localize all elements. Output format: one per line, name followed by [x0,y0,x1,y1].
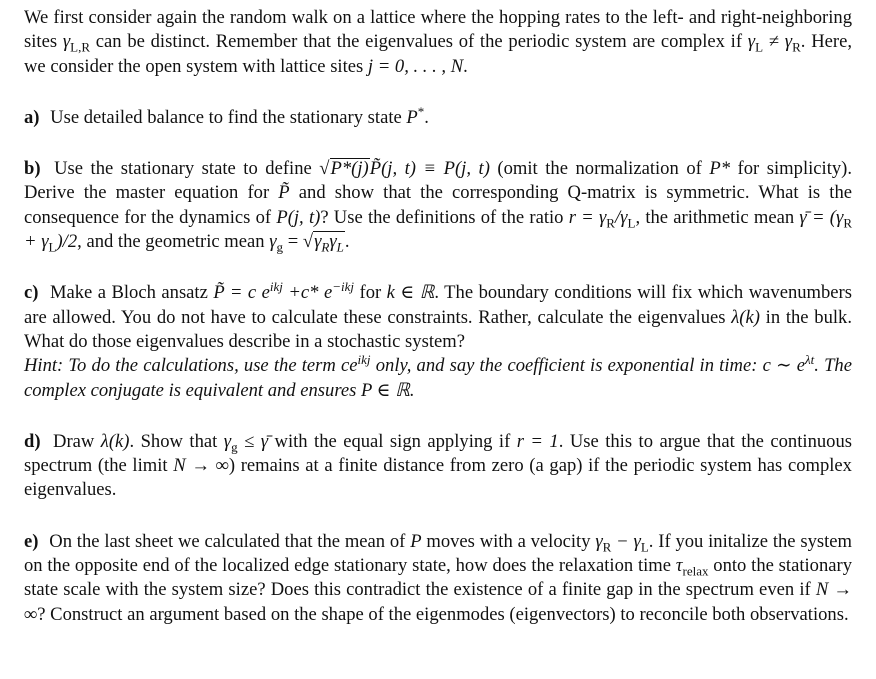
intro-text-1: We first consider again the random walk on a lattice where the hopping rates to the left- and right-neighboring sites [24,7,852,53]
ansatz-exp-1: ikj [269,279,283,295]
hint-text-4: . [409,379,415,401]
gamma-r-symbol: γ [784,31,793,53]
pstar-superscript: * [417,103,425,119]
pstar-math: P [406,106,418,128]
part-c-text-3: . The boundary conditions will fix which wavenumbers are allowed. You do not have to calculate these constraints. Rather, calculate the eigenvalues [24,282,852,328]
part-e-text-1: On the last sheet we calculated that the mean of [49,530,411,552]
gmean-sqrt-content [313,231,345,255]
part-e-text-3: . If you initalize the system on the opposite end of the localized edge stationary state, how does the relaxation time [24,530,853,577]
part-d-text-5: ) remains at a finite distance from zero (a gap) if the periodic system has complex eigenvalues. [24,455,852,501]
sqrt-symbol: √ [319,158,330,180]
ptilde-math: P̃ [278,182,290,204]
limit-math-e: N → ∞ [24,579,852,625]
part-a-text-1: Use detailed balance to find the stationary state [50,106,407,128]
limit-math-d: N → ∞ [173,455,229,477]
ratio-sub-r: R [606,215,615,231]
part-b-text-2: (omit the normalization of [489,158,710,180]
part-b-label: b) [24,158,41,180]
part-a-text-2: . [424,106,429,128]
part-b-text-3: for simplicity). Derive the master equation for [24,158,852,204]
part-c-text-1: Make a Bloch ansatz [49,282,214,304]
intro-text-4: . [463,55,468,77]
part-e-label: e) [24,530,39,552]
part-c-text-4: in the bulk. What do those eigenvalues describe in a stochastic system? [24,306,852,352]
intro-text-2: can be distinct. Remember that the eigenvalues of the periodic system are complex if [90,31,748,53]
part-b-text-7: , and the geometric mean [77,231,270,253]
hint-text-1: To do the calculations, use the term [63,355,342,377]
k-real-math: k ∈ ℝ [386,282,435,304]
problem-sheet [24,6,852,654]
hint-c-math: c ∼ e [762,355,805,377]
amean-sub-r: R [843,215,852,231]
p-math-e: P [410,530,422,552]
part-b-text-5: ? Use the definitions of the ratio [320,206,569,228]
velocity-sub-r: R [602,539,612,555]
ineq-gamma-g: γ [223,430,232,452]
amean-end: )/2 [56,231,78,253]
velocity-math: γ [595,530,603,552]
lattice-sites-math: j = 0, . . . , N [367,55,464,77]
part-c-label: c) [24,282,39,304]
part-b-text-4: and show that the corresponding Q-matrix is symmetric. What is the consequence for the dynamics of [24,182,852,228]
gamma-l-subscript: L [755,40,764,56]
hint [24,352,852,401]
part-d-text-1: Draw [53,430,101,452]
gamma-r-subscript: R [792,40,801,56]
part-c-text-2: for [354,282,387,304]
ansatz-part-1: P̃ = c e [213,282,270,304]
pjt-math: P(j, t) [276,206,321,228]
hint-c-exp: λt [805,352,815,368]
velocity-sub-l: L [640,539,649,555]
sqrt-symbol-2: √ [302,231,314,253]
sqrt-content: P*(j) [330,158,369,180]
ratio-sub-l: L [627,215,636,231]
part-e-text-5: ? Construct an argument based on the shape of the eigenmodes (eigenvectors) to reconcile both observations. [37,603,849,625]
gmean-sqrt-l: γ [329,231,337,253]
ratio-mid: /γ [614,206,628,228]
gamma-lr-symbol: γ [62,31,71,53]
tau-sub: relax [682,563,709,579]
part-c [24,281,852,402]
part-b-text-8: . [344,231,350,253]
part-d-label: d) [24,430,41,452]
gmean-sqrt-r-sub: R [321,239,330,255]
part-b [24,157,852,254]
tau-math: τ [675,555,683,577]
part-d [24,430,852,503]
hint-p-real: P ∈ ℝ [361,379,410,401]
r-equals-one: r = 1 [516,430,559,452]
hint-text-2: only, and say the coefficient is exponential in time: [370,355,763,377]
geometric-mean-math: γ [269,231,277,253]
ansatz-exp-2: −ikj [332,279,355,295]
gmean-eq: = [283,231,303,253]
hint-term: ce [341,355,358,377]
part-a-label: a) [24,106,40,128]
gmean-sub: g [276,239,284,255]
part-b-text-1: Use the stationary state to define [54,158,320,180]
ineq-gamma-g-sub: g [231,439,238,455]
part-e-text-2: moves with a velocity [421,530,596,552]
gamma-lr-subscript: L,R [70,40,91,56]
intro-paragraph [24,6,852,79]
part-e-text-4: onto the stationary state scale with the system size? Does this contradict the existence of a finite gap in the spectrum even if [24,555,852,601]
hint-label: Hint: [24,355,64,377]
amean-plus: + γ [24,231,49,253]
part-b-text-6: , the arithmetic mean [635,206,800,228]
lambda-k-math: λ(k) [731,306,760,328]
part-d-text-3: with the equal sign applying if [268,430,517,452]
part-e [24,530,852,627]
ptilde-definition: P̃(j, t) ≡ P(j, t) [369,158,490,180]
velocity-minus: − γ [611,530,641,552]
ansatz-part-2: +c* e [282,282,333,304]
gamma-l-symbol: γ [747,31,756,53]
gmean-sqrt-l-sub: L [336,239,344,255]
arithmetic-mean-math: γ̄ = (γ [799,206,844,228]
lambda-k-math-d: λ(k) [100,430,130,452]
pstar-math-b: P* [709,158,731,180]
amean-sub-l: L [48,239,57,255]
part-a [24,103,852,130]
neq-symbol: ≠ [763,31,785,53]
part-d-text-2: . Show that [129,430,224,452]
ineq-rest: ≤ γ̄ [237,430,269,452]
intro-text-3: . Here, we consider the open system with lattice sites [24,31,852,77]
hint-term-exp: ikj [357,352,371,368]
hint-text-3: . The complex conjugate is equivalent and ensures [24,355,852,401]
gmean-sqrt-r: γ [314,231,322,253]
part-d-text-4: . Use this to argue that the continuous spectrum (the limit [24,430,852,477]
ratio-math: r = γ [568,206,607,228]
